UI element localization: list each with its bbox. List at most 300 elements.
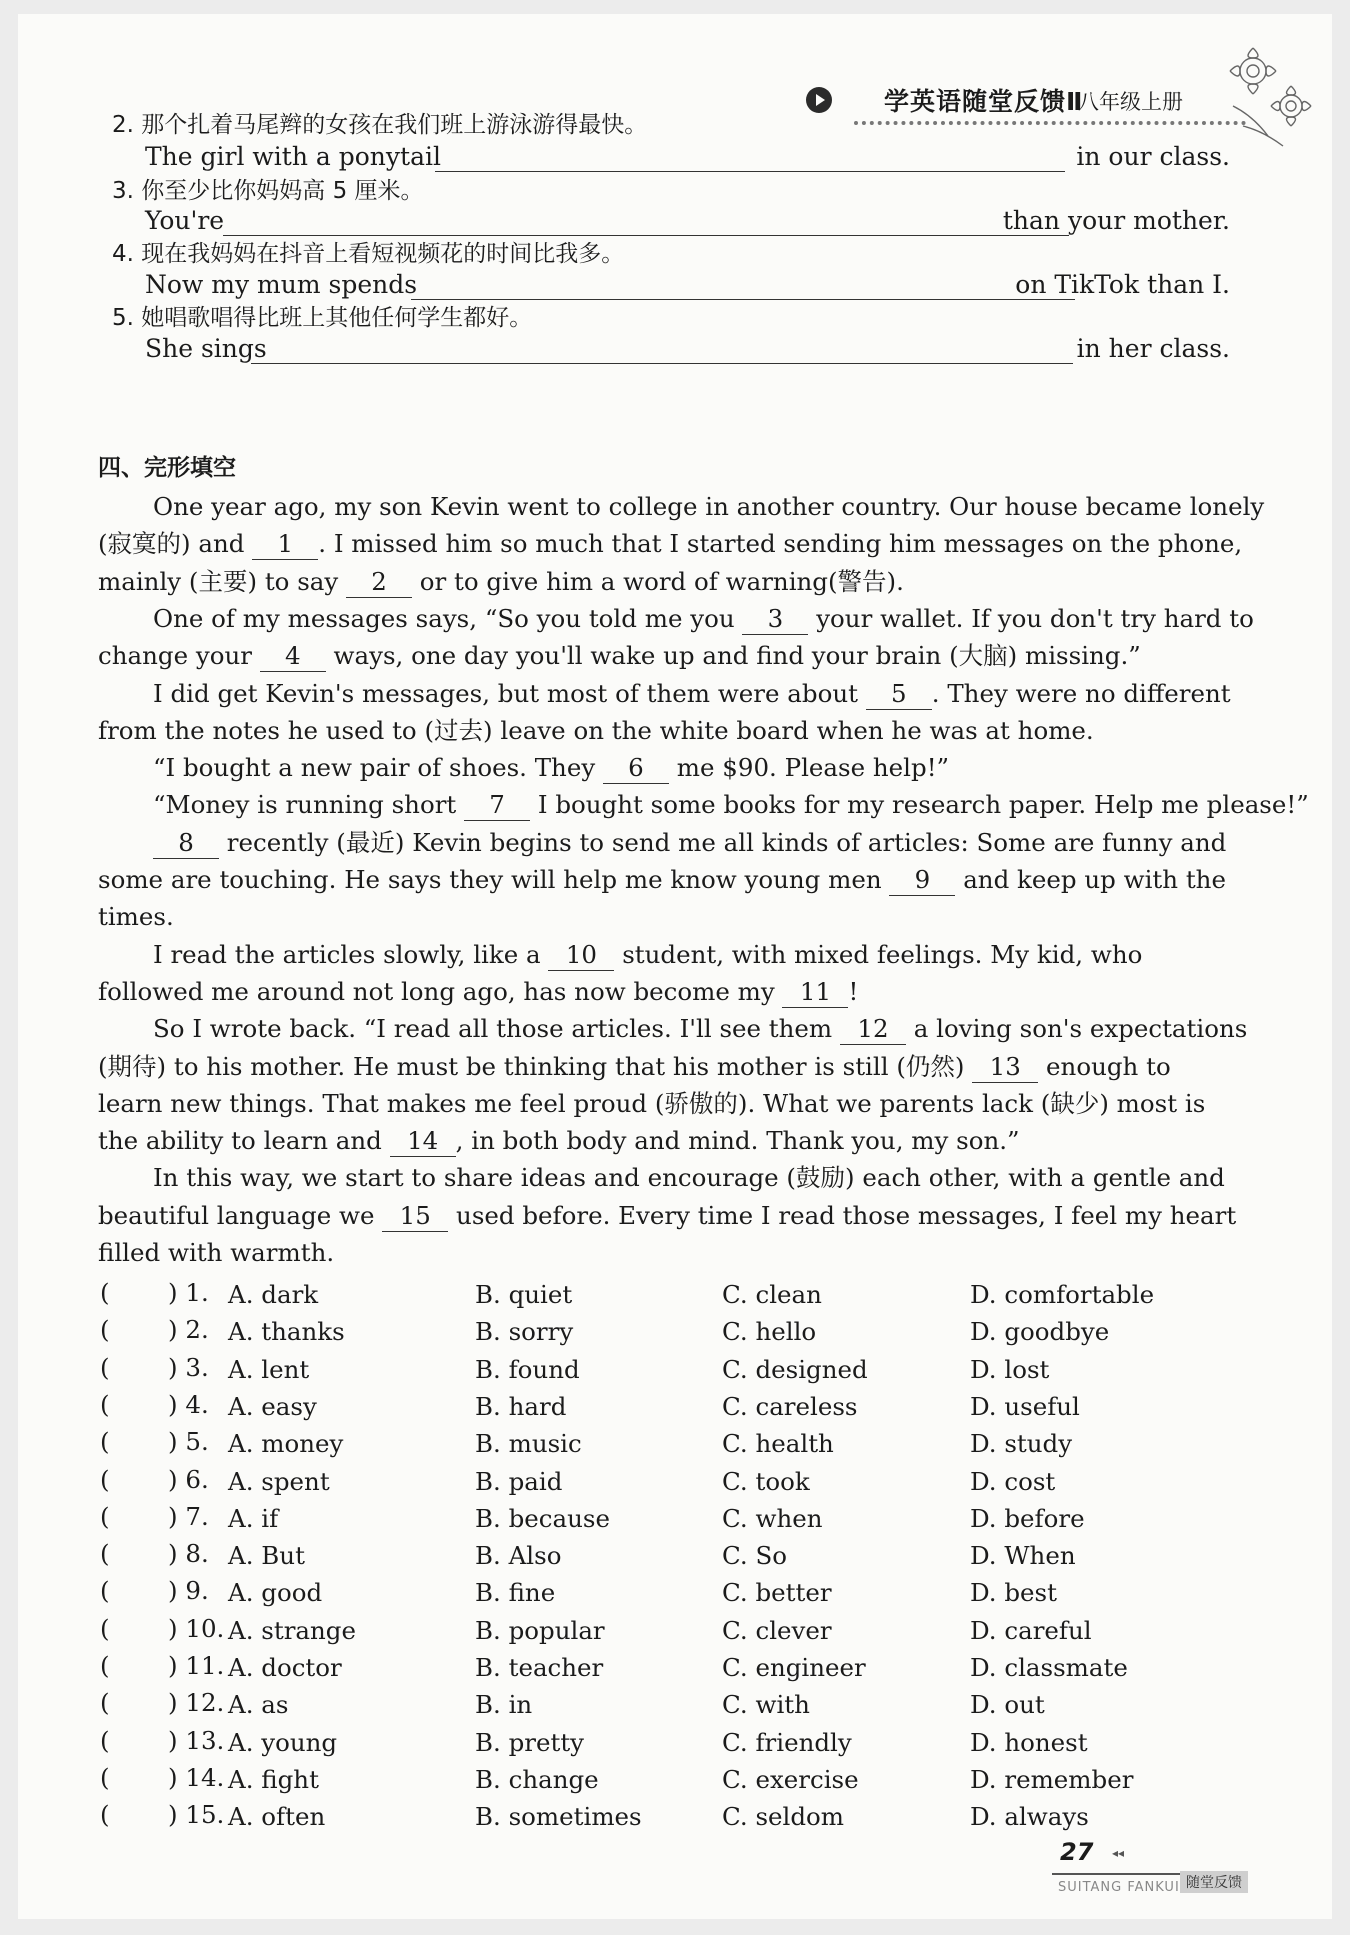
passage-line bbox=[153, 786, 1309, 823]
cloze-blank[interactable]: 15 bbox=[382, 1201, 448, 1232]
passage-text: I bought some books for my research paper. Help me please!” bbox=[530, 790, 1309, 820]
option-d[interactable] bbox=[970, 1427, 1072, 1461]
cloze-blank[interactable]: 12 bbox=[840, 1014, 906, 1045]
option-text: out bbox=[1004, 1690, 1045, 1720]
option-letter: B. bbox=[475, 1317, 501, 1347]
option-text: with bbox=[755, 1690, 810, 1720]
option-letter: D. bbox=[970, 1764, 997, 1794]
option-a[interactable] bbox=[228, 1315, 345, 1349]
option-letter: D. bbox=[970, 1541, 997, 1571]
option-b[interactable] bbox=[475, 1465, 562, 1499]
question-number: 15. bbox=[185, 1800, 225, 1830]
answer-paren-close-text: ) bbox=[168, 1315, 178, 1345]
option-letter: B. bbox=[475, 1280, 501, 1309]
answer-paren-close bbox=[168, 1688, 224, 1717]
option-text: clever bbox=[755, 1615, 832, 1645]
sentence-suffix: in our class. bbox=[1076, 142, 1230, 171]
option-letter: C. bbox=[722, 1690, 748, 1720]
answer-paren-close bbox=[168, 1539, 209, 1568]
option-letter: B. bbox=[475, 1391, 501, 1421]
passage-text: me $90. Please help!” bbox=[668, 753, 950, 783]
option-letter: C. bbox=[722, 1615, 748, 1645]
option-d[interactable] bbox=[970, 1576, 1057, 1610]
question-number: 1. bbox=[185, 1278, 209, 1307]
option-c[interactable] bbox=[722, 1539, 787, 1573]
cloze-blank[interactable]: 8 bbox=[153, 828, 219, 859]
option-text: classmate bbox=[1004, 1653, 1128, 1682]
question-number: 4. bbox=[185, 1389, 209, 1419]
passage-text: change your bbox=[98, 641, 260, 671]
option-text: quiet bbox=[508, 1280, 573, 1309]
passage-text: So I wrote back. “I read all those articles. I'll see them bbox=[153, 1014, 840, 1044]
option-text: But bbox=[261, 1541, 305, 1571]
option-c[interactable] bbox=[722, 1315, 816, 1349]
answer-paren-close-text: ) bbox=[168, 1651, 178, 1680]
option-text: hard bbox=[508, 1391, 567, 1421]
passage-text: beautiful language we bbox=[98, 1200, 383, 1230]
option-a[interactable] bbox=[228, 1688, 288, 1722]
passage-line bbox=[153, 824, 1230, 861]
page-number: 27 bbox=[1060, 1838, 1094, 1866]
option-c[interactable] bbox=[722, 1427, 834, 1461]
sentence-prefix: The girl with a ponytail bbox=[145, 142, 441, 171]
cloze-blank[interactable]: 9 bbox=[889, 865, 955, 896]
passage-text: a loving son's expectations bbox=[905, 1014, 1248, 1044]
option-d[interactable] bbox=[970, 1278, 1154, 1312]
option-d[interactable] bbox=[970, 1353, 1049, 1387]
passage-text: (期待) to his mother. He must be thinking that his mother is still (仍然) bbox=[98, 1051, 973, 1081]
passage-line bbox=[98, 637, 1230, 674]
option-text: exercise bbox=[755, 1764, 859, 1794]
passage-text: student, with mixed feelings. My kid, who bbox=[614, 939, 1143, 969]
passage-text: enough to bbox=[1038, 1051, 1171, 1081]
passage-line bbox=[98, 1122, 1230, 1159]
option-letter: A. bbox=[228, 1541, 254, 1571]
option-b[interactable] bbox=[475, 1278, 572, 1312]
option-text: music bbox=[508, 1429, 582, 1459]
passage-text: and keep up with the bbox=[955, 865, 1226, 894]
answer-paren-close bbox=[168, 1576, 209, 1605]
passage-line bbox=[98, 1085, 1230, 1122]
option-b[interactable] bbox=[475, 1726, 584, 1760]
option-text: honest bbox=[1004, 1727, 1088, 1757]
option-a[interactable] bbox=[228, 1539, 305, 1573]
page-arrows-icon: ◂◂ bbox=[1112, 1846, 1125, 1860]
passage-text: the ability to learn and bbox=[98, 1126, 390, 1156]
passage-text: In this way, we start to share ideas and encourage (鼓励) each other, with a gentle and bbox=[153, 1163, 1225, 1193]
answer-paren-close-text: ) bbox=[168, 1539, 178, 1569]
answer-paren-close bbox=[168, 1465, 209, 1494]
option-text: study bbox=[1004, 1429, 1073, 1459]
option-d[interactable] bbox=[970, 1688, 1045, 1722]
option-letter: A. bbox=[228, 1615, 254, 1645]
option-text: health bbox=[755, 1429, 834, 1459]
option-text: when bbox=[755, 1503, 823, 1533]
option-d[interactable] bbox=[970, 1390, 1080, 1424]
option-a[interactable] bbox=[228, 1390, 317, 1424]
option-text: popular bbox=[508, 1615, 605, 1645]
answer-paren-open: ( bbox=[100, 1651, 110, 1680]
answer-paren-open: ( bbox=[100, 1315, 110, 1345]
cloze-blank[interactable]: 10 bbox=[548, 940, 614, 971]
passage-text: “Money is running short bbox=[153, 790, 465, 820]
passage-text: ! bbox=[848, 976, 859, 1006]
option-text: took bbox=[755, 1466, 810, 1496]
answer-paren-close-text: ) bbox=[168, 1576, 178, 1606]
answer-paren-open: ( bbox=[100, 1389, 110, 1419]
answer-paren-close bbox=[168, 1427, 209, 1456]
option-letter: B. bbox=[475, 1466, 501, 1496]
option-text: So bbox=[755, 1541, 788, 1571]
cloze-blank[interactable]: 5 bbox=[866, 679, 932, 710]
answer-blank[interactable] bbox=[435, 171, 1065, 172]
option-a[interactable] bbox=[228, 1614, 356, 1648]
option-text: When bbox=[1004, 1541, 1076, 1571]
option-letter: B. bbox=[475, 1690, 501, 1720]
option-letter: A. bbox=[228, 1391, 254, 1421]
option-b[interactable] bbox=[475, 1688, 532, 1722]
answer-paren-close-text: ) bbox=[168, 1427, 178, 1457]
option-b[interactable] bbox=[475, 1800, 642, 1834]
book-title: 学英语随堂反馈Ⅱ bbox=[884, 87, 1084, 116]
option-d[interactable] bbox=[970, 1315, 1109, 1349]
passage-line bbox=[98, 563, 1230, 600]
question-number: 11. bbox=[185, 1651, 225, 1680]
option-letter: D. bbox=[970, 1690, 997, 1720]
option-letter: B. bbox=[475, 1802, 501, 1832]
option-letter: B. bbox=[475, 1503, 501, 1533]
option-text: before bbox=[1004, 1503, 1085, 1533]
option-letter: C. bbox=[722, 1802, 748, 1832]
answer-paren-close bbox=[168, 1315, 209, 1344]
option-letter: B. bbox=[475, 1615, 501, 1645]
option-text: useful bbox=[1004, 1391, 1080, 1421]
passage-text: times. bbox=[98, 902, 174, 932]
option-letter: C. bbox=[722, 1727, 748, 1757]
answer-paren-close-text: ) bbox=[168, 1389, 178, 1419]
option-letter: D. bbox=[970, 1429, 997, 1459]
passage-line bbox=[153, 936, 1230, 973]
option-d[interactable] bbox=[970, 1539, 1076, 1573]
answer-paren-open: ( bbox=[100, 1539, 110, 1569]
option-c[interactable] bbox=[722, 1390, 858, 1424]
passage-line bbox=[98, 898, 1230, 935]
option-d[interactable] bbox=[970, 1465, 1055, 1499]
option-letter: D. bbox=[970, 1280, 997, 1309]
option-c[interactable] bbox=[722, 1614, 832, 1648]
cloze-blank[interactable]: 7 bbox=[464, 790, 530, 821]
option-text: comfortable bbox=[1004, 1280, 1155, 1309]
option-text: goodbye bbox=[1004, 1317, 1110, 1347]
option-letter: D. bbox=[970, 1466, 997, 1496]
chinese-sentence: 那个扎着马尾辫的女孩在我们班上游泳游得最快。 bbox=[141, 112, 648, 138]
option-text: spent bbox=[261, 1466, 330, 1496]
option-letter: D. bbox=[970, 1653, 997, 1682]
option-letter: C. bbox=[722, 1354, 748, 1384]
passage-text: recently (最近) Kevin begins to send me all kinds of articles: Some are funny and bbox=[219, 827, 1227, 857]
option-letter: D. bbox=[970, 1317, 997, 1347]
question-number: 6. bbox=[185, 1464, 209, 1494]
answer-paren-close bbox=[168, 1502, 209, 1531]
option-letter: D. bbox=[970, 1354, 997, 1384]
option-a[interactable] bbox=[228, 1353, 309, 1387]
option-letter: D. bbox=[970, 1503, 997, 1533]
passage-text: filled with warmth. bbox=[98, 1238, 335, 1267]
answer-paren-close bbox=[168, 1800, 224, 1829]
question-number: 3. bbox=[112, 178, 134, 204]
option-letter: D. bbox=[970, 1615, 997, 1645]
option-c[interactable] bbox=[722, 1763, 859, 1797]
option-text: in bbox=[508, 1690, 533, 1720]
option-text: clean bbox=[755, 1280, 822, 1309]
option-text: hello bbox=[755, 1317, 817, 1347]
question-number: 2. bbox=[185, 1315, 209, 1345]
option-a[interactable] bbox=[228, 1278, 318, 1312]
option-letter: A. bbox=[228, 1802, 254, 1832]
option-text: easy bbox=[261, 1391, 317, 1421]
option-letter: D. bbox=[970, 1391, 997, 1421]
cloze-blank[interactable]: 3 bbox=[742, 604, 808, 635]
cloze-blank[interactable]: 4 bbox=[260, 641, 326, 672]
answer-paren-open: ( bbox=[100, 1688, 110, 1718]
question-number: 10. bbox=[185, 1613, 225, 1643]
option-text: paid bbox=[508, 1466, 563, 1496]
passage-line bbox=[153, 1010, 1248, 1047]
passage-text: your wallet. If you don't try hard to bbox=[808, 603, 1254, 633]
option-text: sorry bbox=[508, 1317, 574, 1347]
option-letter: A. bbox=[228, 1503, 254, 1533]
option-text: always bbox=[1004, 1802, 1089, 1832]
option-letter: C. bbox=[722, 1653, 748, 1682]
option-a[interactable] bbox=[228, 1763, 319, 1797]
passage-line bbox=[98, 1197, 1237, 1234]
question-number: 3. bbox=[185, 1352, 209, 1382]
passage-text: One year ago, my son Kevin went to college in another country. Our house became lonely bbox=[153, 492, 1265, 521]
passage-text: . They were no different bbox=[931, 678, 1231, 708]
answer-paren-close-text: ) bbox=[168, 1725, 178, 1755]
passage-line bbox=[153, 749, 1230, 786]
sentence-suffix: on TikTok than I. bbox=[1015, 270, 1230, 299]
option-a[interactable] bbox=[228, 1651, 342, 1685]
option-b[interactable] bbox=[475, 1390, 566, 1424]
answer-paren-close-text: ) bbox=[168, 1762, 178, 1792]
answer-paren-close-text: ) bbox=[168, 1352, 178, 1382]
option-letter: B. bbox=[475, 1578, 501, 1608]
option-b[interactable] bbox=[475, 1651, 603, 1685]
option-text: thanks bbox=[261, 1317, 345, 1347]
option-b[interactable] bbox=[475, 1427, 582, 1461]
option-letter: C. bbox=[722, 1503, 748, 1533]
option-letter: B. bbox=[475, 1354, 501, 1384]
answer-paren-close bbox=[168, 1726, 224, 1755]
sentence-prefix: She sings bbox=[145, 334, 267, 363]
option-c[interactable] bbox=[722, 1502, 823, 1536]
option-text: change bbox=[508, 1764, 599, 1794]
question-number: 13. bbox=[185, 1725, 225, 1755]
chinese-sentence: 你至少比你妈妈高 5 厘米。 bbox=[141, 178, 424, 204]
footer-brand-en: SUITANG FANKUI bbox=[1058, 1880, 1180, 1895]
book-grade: 八年级上册 bbox=[1078, 90, 1183, 114]
option-text: because bbox=[508, 1503, 610, 1533]
option-text: money bbox=[261, 1429, 344, 1459]
option-d[interactable] bbox=[970, 1614, 1092, 1648]
option-c[interactable] bbox=[722, 1800, 844, 1834]
passage-text: mainly (主要) to say bbox=[98, 566, 347, 596]
passage-line bbox=[98, 861, 1230, 898]
question-number: 8. bbox=[185, 1539, 209, 1569]
passage-text: learn new things. That makes me feel proud (骄傲的). What we parents lack (缺少) most is bbox=[98, 1088, 1206, 1118]
passage-text: I did get Kevin's messages, but most of them were about bbox=[153, 678, 866, 708]
option-c[interactable] bbox=[722, 1465, 810, 1499]
question-number: 2. bbox=[112, 112, 134, 138]
answer-paren-close-text: ) bbox=[168, 1800, 178, 1830]
answer-paren-open: ( bbox=[100, 1352, 110, 1382]
passage-text: (寂寞的) and bbox=[98, 529, 253, 559]
passage-line bbox=[153, 600, 1254, 637]
answer-blank[interactable] bbox=[251, 363, 1073, 364]
passage-text: “I bought a new pair of shoes. They bbox=[153, 753, 603, 783]
option-d[interactable] bbox=[970, 1763, 1133, 1797]
answer-paren-close bbox=[168, 1614, 224, 1643]
option-text: fine bbox=[508, 1578, 556, 1608]
answer-paren-open: ( bbox=[100, 1464, 110, 1494]
option-b[interactable] bbox=[475, 1353, 580, 1387]
answer-paren-close bbox=[168, 1763, 224, 1792]
passage-text: I read the articles slowly, like a bbox=[153, 939, 549, 969]
option-d[interactable] bbox=[970, 1800, 1089, 1834]
question-number: 14. bbox=[185, 1762, 225, 1792]
translation-prompt bbox=[112, 300, 1244, 337]
passage-text: used before. Every time I read those messages, I feel my heart bbox=[448, 1200, 1237, 1230]
option-text: designed bbox=[755, 1354, 868, 1384]
option-text: teacher bbox=[508, 1653, 604, 1682]
cloze-blank[interactable]: 6 bbox=[603, 753, 669, 784]
passage-line bbox=[153, 488, 1265, 525]
option-a[interactable] bbox=[228, 1576, 322, 1610]
question-number: 12. bbox=[185, 1688, 225, 1718]
option-text: strange bbox=[261, 1615, 356, 1645]
option-letter: C. bbox=[722, 1391, 748, 1421]
answer-paren-close-text: ) bbox=[168, 1613, 178, 1643]
option-text: often bbox=[261, 1802, 326, 1832]
option-c[interactable] bbox=[722, 1278, 822, 1312]
question-number: 5. bbox=[112, 305, 134, 331]
option-letter: C. bbox=[722, 1280, 748, 1309]
passage-text: some are touching. He says they will help me know young men bbox=[98, 865, 890, 894]
option-letter: C. bbox=[722, 1764, 748, 1794]
option-c[interactable] bbox=[722, 1353, 868, 1387]
cloze-blank[interactable]: 13 bbox=[972, 1052, 1038, 1083]
option-text: young bbox=[261, 1727, 338, 1757]
answer-paren-close bbox=[168, 1353, 209, 1382]
option-text: engineer bbox=[755, 1653, 866, 1682]
sentence-prefix: You're bbox=[145, 206, 225, 235]
option-c[interactable] bbox=[722, 1688, 810, 1722]
cloze-blank[interactable]: 11 bbox=[782, 977, 848, 1008]
option-b[interactable] bbox=[475, 1539, 561, 1573]
option-text: doctor bbox=[261, 1653, 342, 1682]
option-letter: A. bbox=[228, 1280, 254, 1309]
option-a[interactable] bbox=[228, 1465, 330, 1499]
sentence-prefix: Now my mum spends bbox=[145, 270, 418, 299]
answer-paren-close-text: ) bbox=[168, 1688, 178, 1718]
option-c[interactable] bbox=[722, 1651, 866, 1685]
option-b[interactable] bbox=[475, 1614, 605, 1648]
option-b[interactable] bbox=[475, 1576, 555, 1610]
answer-paren-open: ( bbox=[100, 1725, 110, 1755]
passage-line bbox=[98, 525, 1243, 562]
option-a[interactable] bbox=[228, 1726, 337, 1760]
option-a[interactable] bbox=[228, 1502, 278, 1536]
chinese-sentence: 她唱歌唱得比班上其他任何学生都好。 bbox=[141, 305, 533, 331]
option-letter: D. bbox=[970, 1727, 997, 1757]
option-letter: B. bbox=[475, 1541, 501, 1571]
answer-paren-open: ( bbox=[100, 1427, 110, 1457]
passage-line bbox=[98, 1048, 1230, 1085]
option-text: found bbox=[508, 1354, 580, 1384]
option-text: best bbox=[1004, 1578, 1057, 1608]
option-text: fight bbox=[261, 1764, 319, 1794]
cloze-blank[interactable]: 1 bbox=[252, 529, 318, 560]
option-c[interactable] bbox=[722, 1576, 832, 1610]
cloze-blank[interactable]: 14 bbox=[390, 1126, 456, 1157]
footer-brand-zh: 随堂反馈 bbox=[1180, 1871, 1248, 1893]
option-d[interactable] bbox=[970, 1651, 1128, 1685]
option-d[interactable] bbox=[970, 1502, 1085, 1536]
answer-paren-close bbox=[168, 1651, 224, 1680]
option-letter: A. bbox=[228, 1653, 254, 1682]
passage-text: One of my messages says, “So you told me you bbox=[153, 603, 743, 633]
option-c[interactable] bbox=[722, 1726, 852, 1760]
option-text: seldom bbox=[755, 1802, 845, 1832]
option-text: cost bbox=[1004, 1466, 1056, 1496]
question-number: 5. bbox=[185, 1427, 209, 1457]
option-letter: A. bbox=[228, 1727, 254, 1757]
sentence-suffix: in her class. bbox=[1076, 334, 1230, 363]
answer-paren-open: ( bbox=[100, 1576, 110, 1606]
option-b[interactable] bbox=[475, 1315, 573, 1349]
sentence-suffix: than your mother. bbox=[1002, 206, 1230, 235]
option-text: if bbox=[261, 1503, 279, 1533]
option-text: careless bbox=[755, 1391, 858, 1421]
passage-line bbox=[153, 675, 1230, 712]
option-letter: B. bbox=[475, 1764, 501, 1794]
cloze-blank[interactable]: 2 bbox=[346, 567, 412, 598]
option-a[interactable] bbox=[228, 1427, 343, 1461]
option-letter: B. bbox=[475, 1429, 501, 1459]
option-letter: B. bbox=[475, 1727, 501, 1757]
option-a[interactable] bbox=[228, 1800, 325, 1834]
option-text: good bbox=[261, 1578, 323, 1608]
option-letter: A. bbox=[228, 1690, 254, 1720]
option-text: as bbox=[261, 1690, 289, 1720]
passage-text: . I missed him so much that I started sending him messages on the phone, bbox=[318, 529, 1243, 559]
passage-text: ways, one day you'll wake up and find your brain (大脑) missing.” bbox=[325, 641, 1141, 671]
option-letter: C. bbox=[722, 1578, 748, 1608]
option-letter: C. bbox=[722, 1541, 748, 1571]
option-d[interactable] bbox=[970, 1726, 1088, 1760]
option-text: friendly bbox=[755, 1727, 852, 1757]
question-number: 4. bbox=[112, 241, 134, 267]
option-letter: A. bbox=[228, 1764, 254, 1794]
option-b[interactable] bbox=[475, 1502, 610, 1536]
option-letter: A. bbox=[228, 1578, 254, 1608]
answer-paren-open: ( bbox=[100, 1278, 110, 1307]
answer-paren-open: ( bbox=[100, 1762, 110, 1792]
option-letter: A. bbox=[228, 1466, 254, 1496]
option-b[interactable] bbox=[475, 1763, 599, 1797]
question-number: 9. bbox=[185, 1576, 209, 1606]
